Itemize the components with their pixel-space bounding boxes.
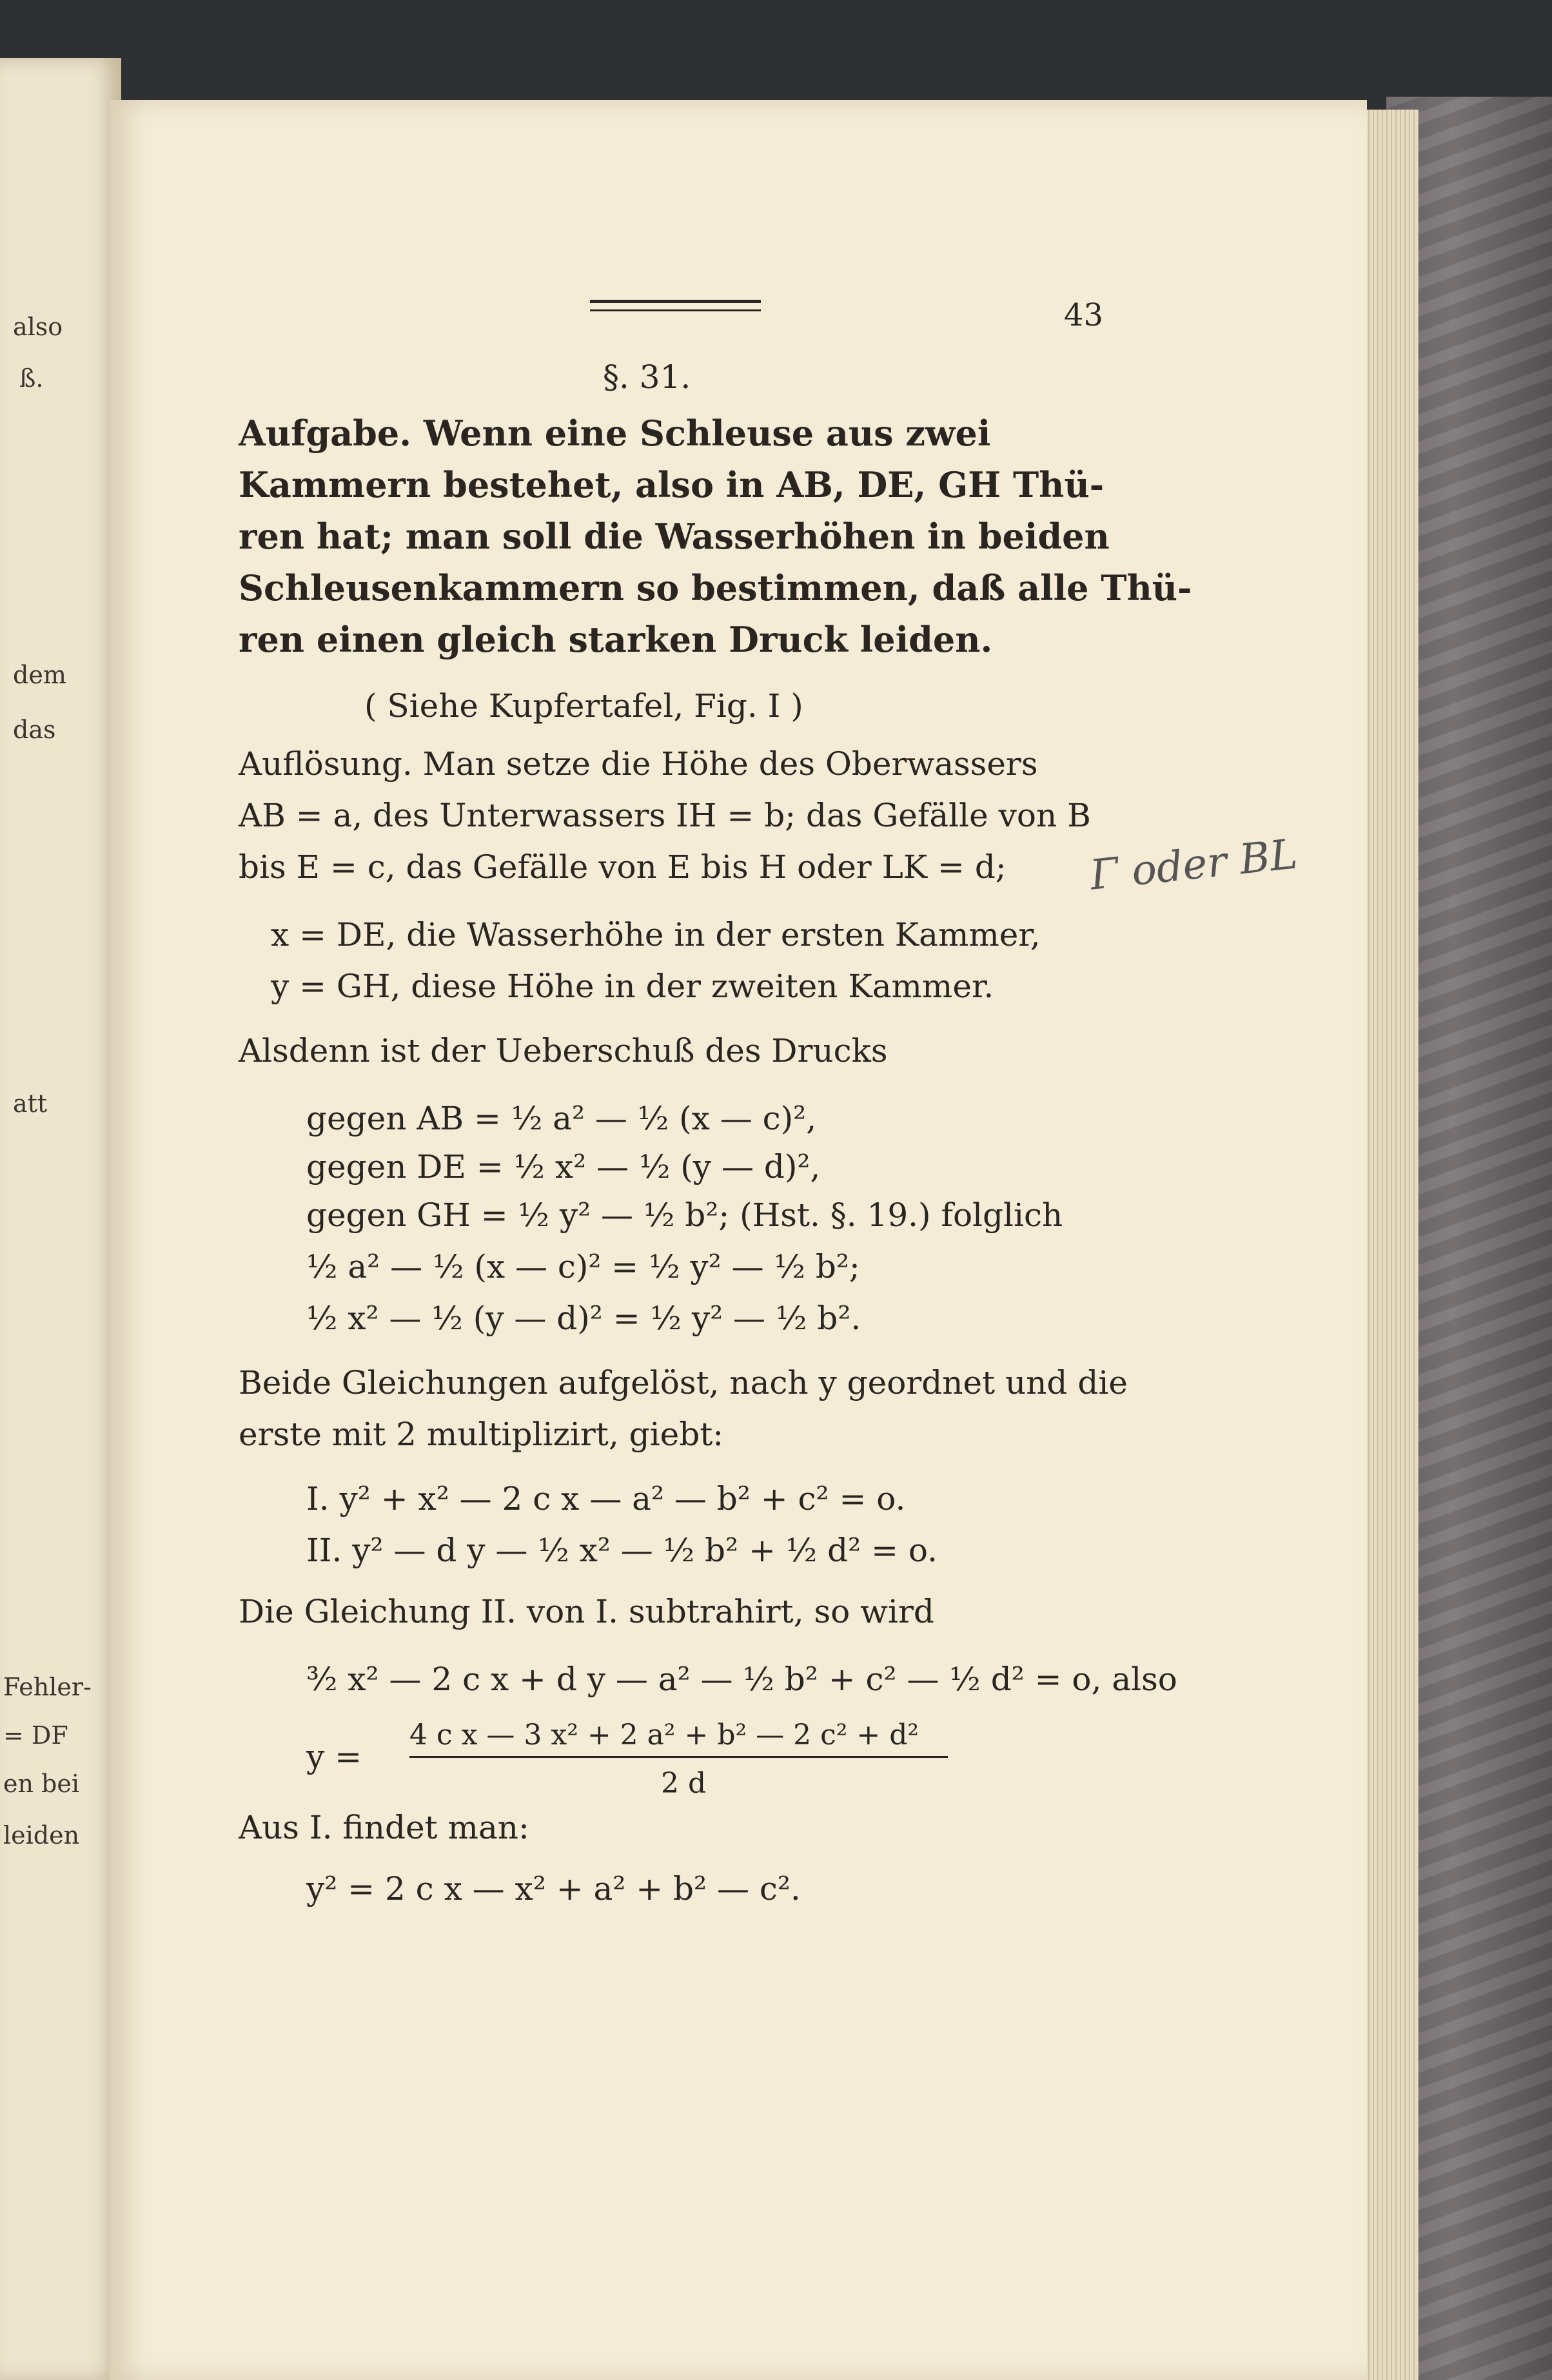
text-line: y = GH, diese Höhe in der zweiten Kammer. <box>271 968 994 1005</box>
text-line: Schleusenkammern so bestimmen, daß alle Thü- <box>239 567 1192 609</box>
page-edges <box>1360 110 1419 2380</box>
equation-line: gegen GH = ½ y² — ½ b²; (Hst. §. 19.) folglich <box>306 1196 1063 1234</box>
equation-line: II. y² — d y — ½ x² — ½ b² + ½ d² = o. <box>306 1532 938 1569</box>
text-line: Die Gleichung II. von I. subtrahirt, so wird <box>239 1593 934 1630</box>
margin-text: dem <box>13 661 66 689</box>
section-heading: §. 31. <box>603 358 691 396</box>
margin-text: Fehler- <box>3 1673 92 1701</box>
equation-line: I. y² + x² — 2 c x — a² — b² + c² = o. <box>306 1480 906 1517</box>
margin-text: en bei <box>3 1770 80 1798</box>
text-line: Aus I. findet man: <box>239 1809 529 1846</box>
fraction-denominator: 2 d <box>661 1767 707 1800</box>
margin-text: das <box>13 716 56 744</box>
margin-text: ß. <box>19 364 44 393</box>
figure-reference: ( Siehe Kupfertafel, Fig. I ) <box>364 687 803 725</box>
header-rule <box>590 309 761 311</box>
margin-text: also <box>13 313 63 341</box>
pencil-annotation: Γ oder BL <box>1088 830 1300 900</box>
margin-text: = DF <box>3 1721 68 1750</box>
header-rule <box>590 300 761 303</box>
text-line: ren hat; man soll die Wasserhöhen in beiden <box>239 516 1110 557</box>
margin-text: att <box>13 1089 48 1118</box>
page-number: 43 <box>1064 297 1104 333</box>
margin-text: leiden <box>3 1821 80 1849</box>
equation-line: y² = 2 c x — x² + a² + b² — c². <box>306 1870 801 1907</box>
text-line: AB = a, des Unterwassers IH = b; das Gefälle von B <box>239 797 1091 834</box>
equation-line: gegen DE = ½ x² — ½ (y — d)², <box>306 1148 821 1185</box>
fraction-lhs: y = <box>306 1738 362 1775</box>
text-line: Kammern bestehet, also in AB, DE, GH Thü- <box>239 464 1105 505</box>
text-line: x = DE, die Wasserhöhe in der ersten Kammer, <box>271 916 1041 953</box>
text-line: bis E = c, das Gefälle von E bis H oder LK = d; <box>239 848 1007 886</box>
text-line: erste mit 2 multiplizirt, giebt: <box>239 1416 724 1453</box>
fraction-bar <box>409 1756 948 1758</box>
left-page <box>0 58 121 2380</box>
text-line: Auflösung. Man setze die Höhe des Oberwassers <box>239 745 1038 783</box>
text-line: Alsdenn ist der Ueberschuß des Drucks <box>239 1032 888 1069</box>
equation-line: ³⁄₂ x² — 2 c x + d y — a² — ½ b² + c² — ½ d² = o, also <box>306 1661 1177 1698</box>
equation-line: ½ x² — ½ (y — d)² = ½ y² — ½ b². <box>306 1300 861 1337</box>
text-line: ren einen gleich starken Druck leiden. <box>239 619 993 660</box>
equation-line: gegen AB = ½ a² — ½ (x — c)², <box>306 1100 817 1137</box>
text-line: Beide Gleichungen aufgelöst, nach y geordnet und die <box>239 1364 1128 1401</box>
equation-line: ½ a² — ½ (x — c)² = ½ y² — ½ b²; <box>306 1248 860 1285</box>
fraction-numerator: 4 c x — 3 x² + 2 a² + b² — 2 c² + d² <box>409 1719 919 1751</box>
text-line: Aufgabe. Wenn eine Schleuse aus zwei <box>239 413 991 454</box>
